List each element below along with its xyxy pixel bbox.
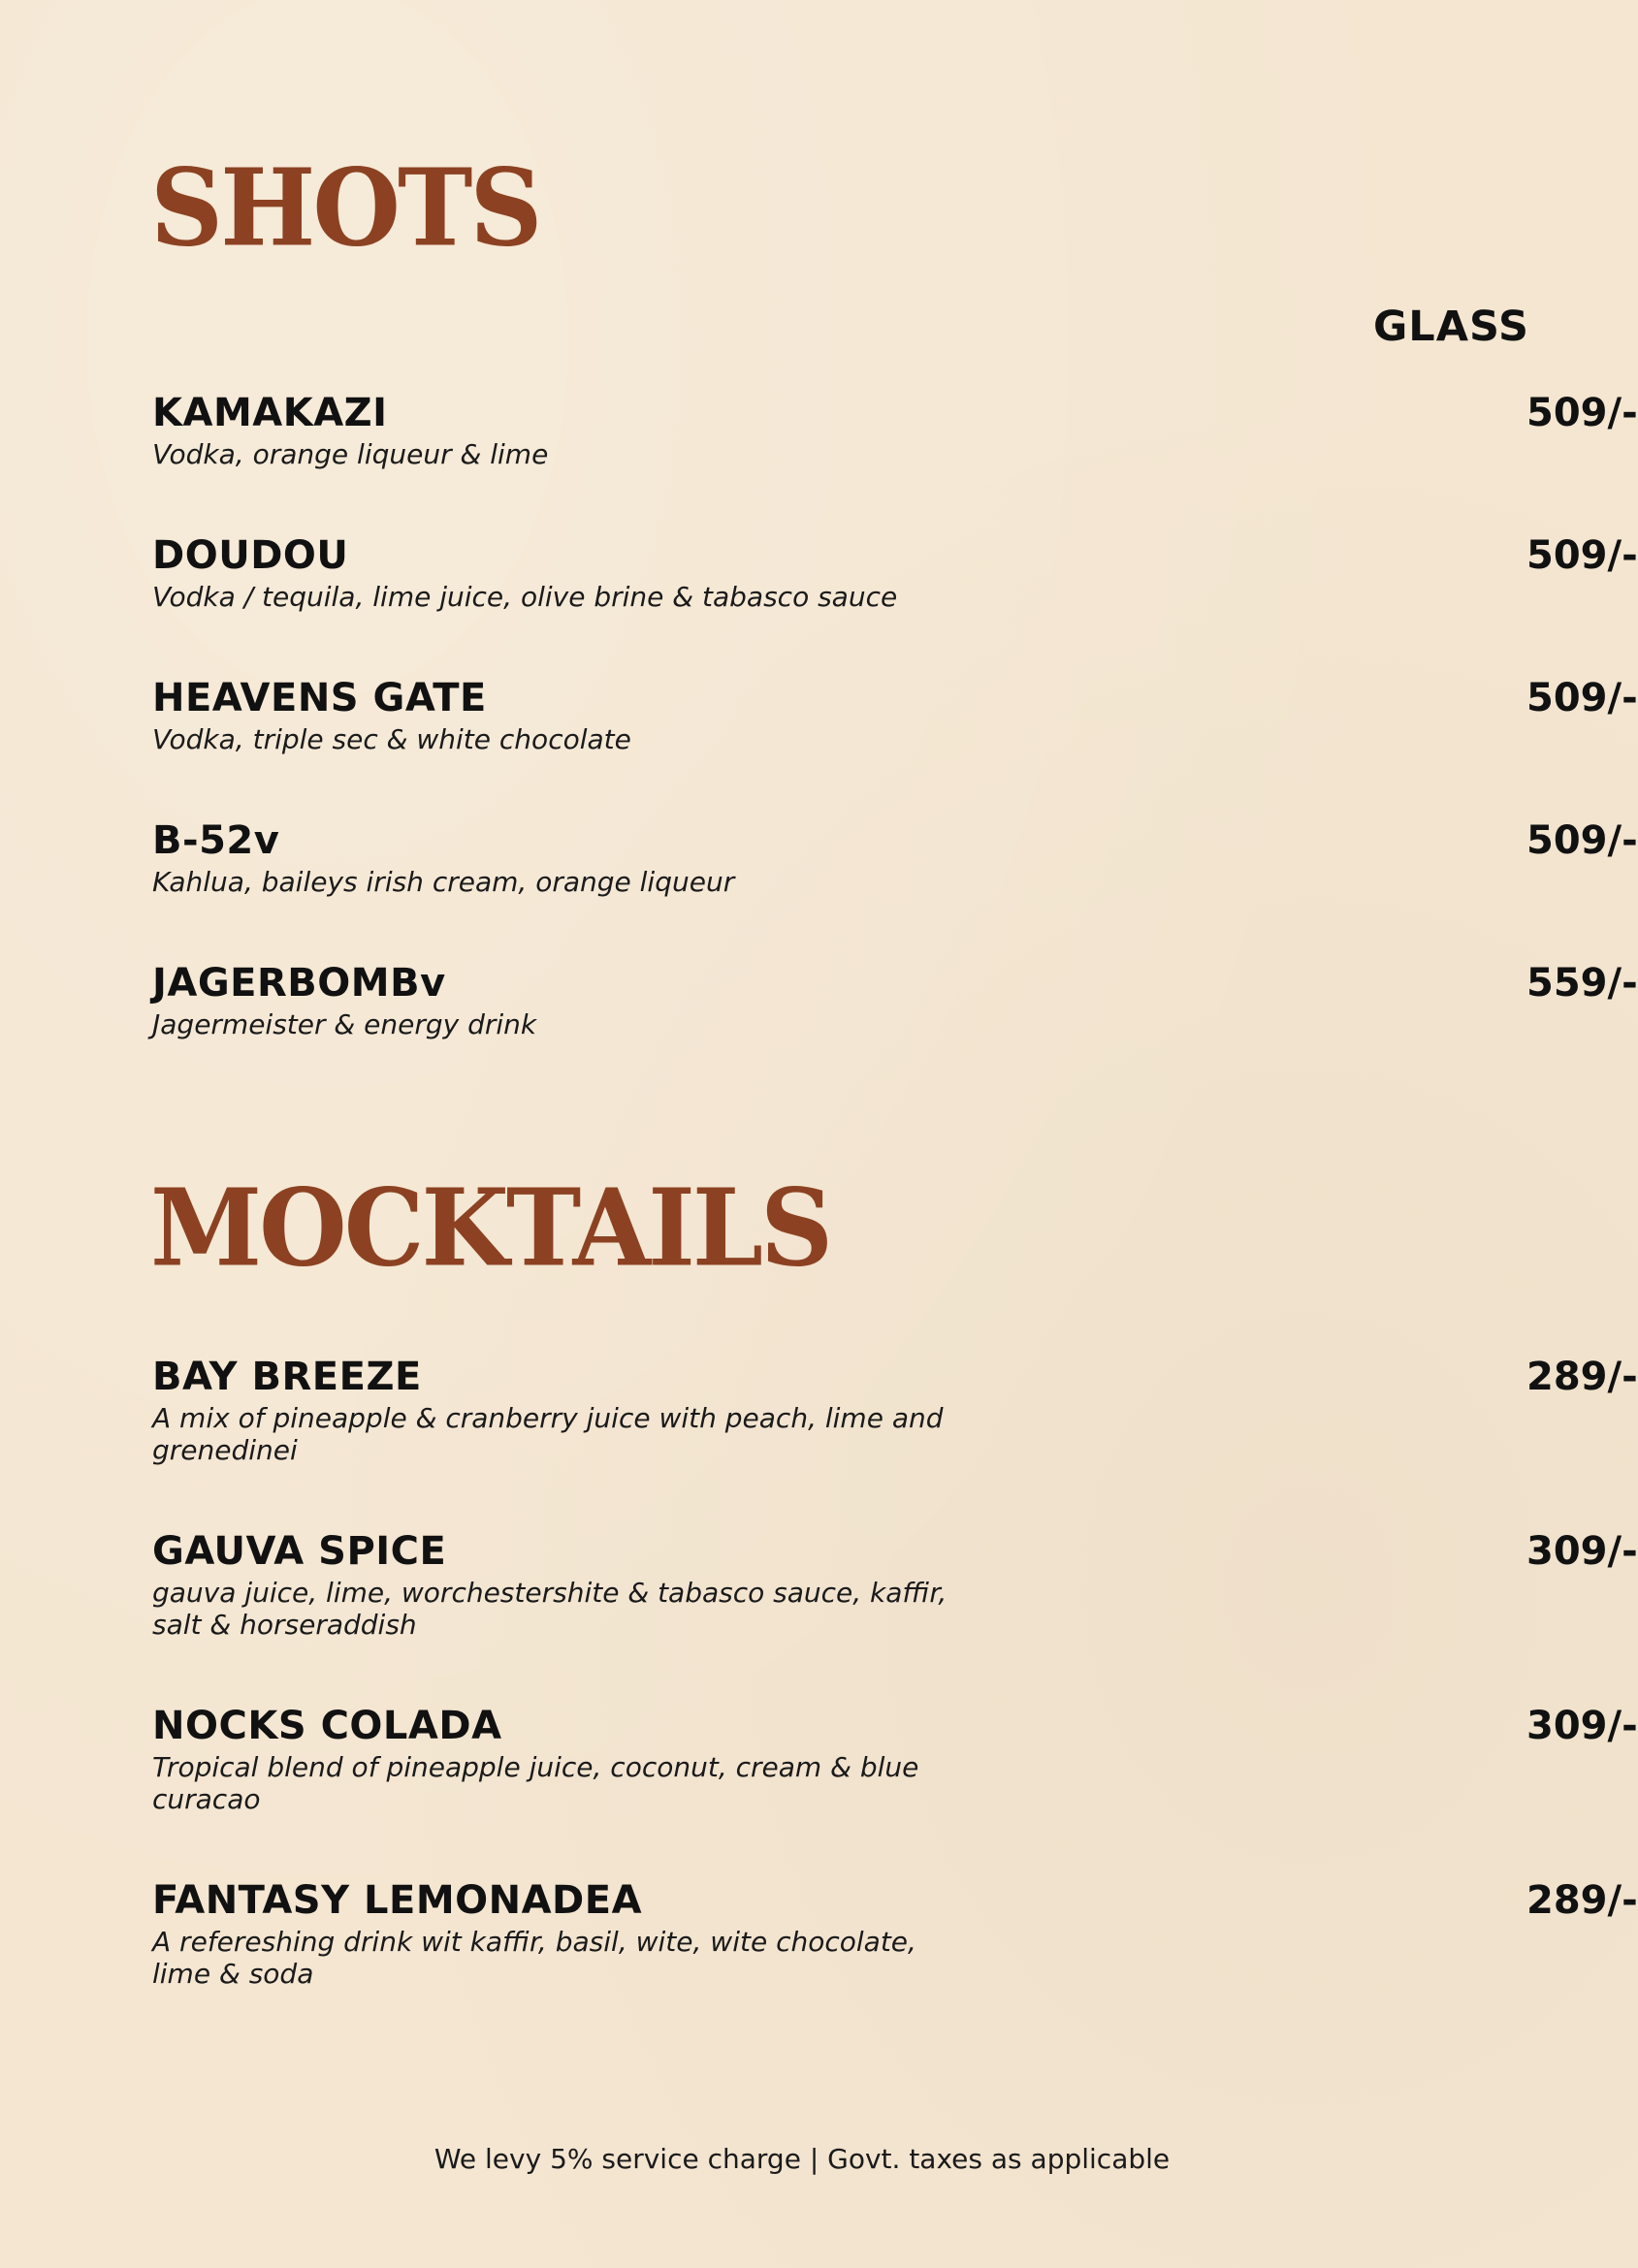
item-description: gauva juice, lime, worchestershite & tabasco sauce, kaffir, salt & horseraddish <box>152 1577 947 1641</box>
item-description: Vodka, triple sec & white chocolate <box>152 723 631 755</box>
item-name: BAY BREEZE <box>152 1355 422 1399</box>
item-description: Vodka, orange liqueur & lime <box>152 438 549 470</box>
item-name: FANTASY LEMONADEA <box>152 1878 643 1923</box>
item-name: NOCKS COLADA <box>152 1704 502 1748</box>
item-name: KAMAKAZI <box>152 391 388 435</box>
menu-item <box>152 1355 1638 1466</box>
item-description: A refereshing drink wit kaffir, basil, wite, wite chocolate, lime & soda <box>152 1926 916 1990</box>
item-name: GAUVA SPICE <box>152 1529 447 1574</box>
item-price: 509/- <box>1526 533 1638 578</box>
menu-item <box>152 1878 1638 1990</box>
item-price: 289/- <box>1526 1878 1638 1923</box>
item-name: B-52v <box>152 818 280 863</box>
menu-item <box>152 1704 1638 1815</box>
menu-item <box>152 391 1638 470</box>
menu-item <box>152 676 1638 755</box>
menu-item <box>152 533 1638 613</box>
footer-note: We levy 5% service charge | Govt. taxes as applicable <box>434 2143 1171 2175</box>
item-price: 509/- <box>1526 818 1638 863</box>
item-description: A mix of pineapple & cranberry juice with peach, lime and grenedinei <box>152 1402 944 1466</box>
glass-column-header: GLASS <box>1373 303 1529 351</box>
item-price: 509/- <box>1526 676 1638 720</box>
menu-item <box>152 1529 1638 1641</box>
item-price: 559/- <box>1526 961 1638 1006</box>
mocktails-section-title: MOCKTAILS <box>150 1165 831 1291</box>
item-name: JAGERBOMBv <box>152 961 446 1006</box>
menu-item <box>152 961 1638 1040</box>
item-price: 309/- <box>1526 1704 1638 1748</box>
shots-section-title: SHOTS <box>150 144 540 271</box>
menu-item <box>152 818 1638 898</box>
item-price: 289/- <box>1526 1355 1638 1399</box>
item-price: 309/- <box>1526 1529 1638 1574</box>
item-description: Jagermeister & energy drink <box>152 1008 537 1040</box>
item-description: Kahlua, baileys irish cream, orange liqueur <box>152 866 735 898</box>
item-description: Vodka / tequila, lime juice, olive brine & tabasco sauce <box>152 581 898 613</box>
item-description: Tropical blend of pineapple juice, coconut, cream & blue curacao <box>152 1751 919 1815</box>
item-name: DOUDOU <box>152 533 349 578</box>
item-name: HEAVENS GATE <box>152 676 487 720</box>
item-price: 509/- <box>1526 391 1638 435</box>
